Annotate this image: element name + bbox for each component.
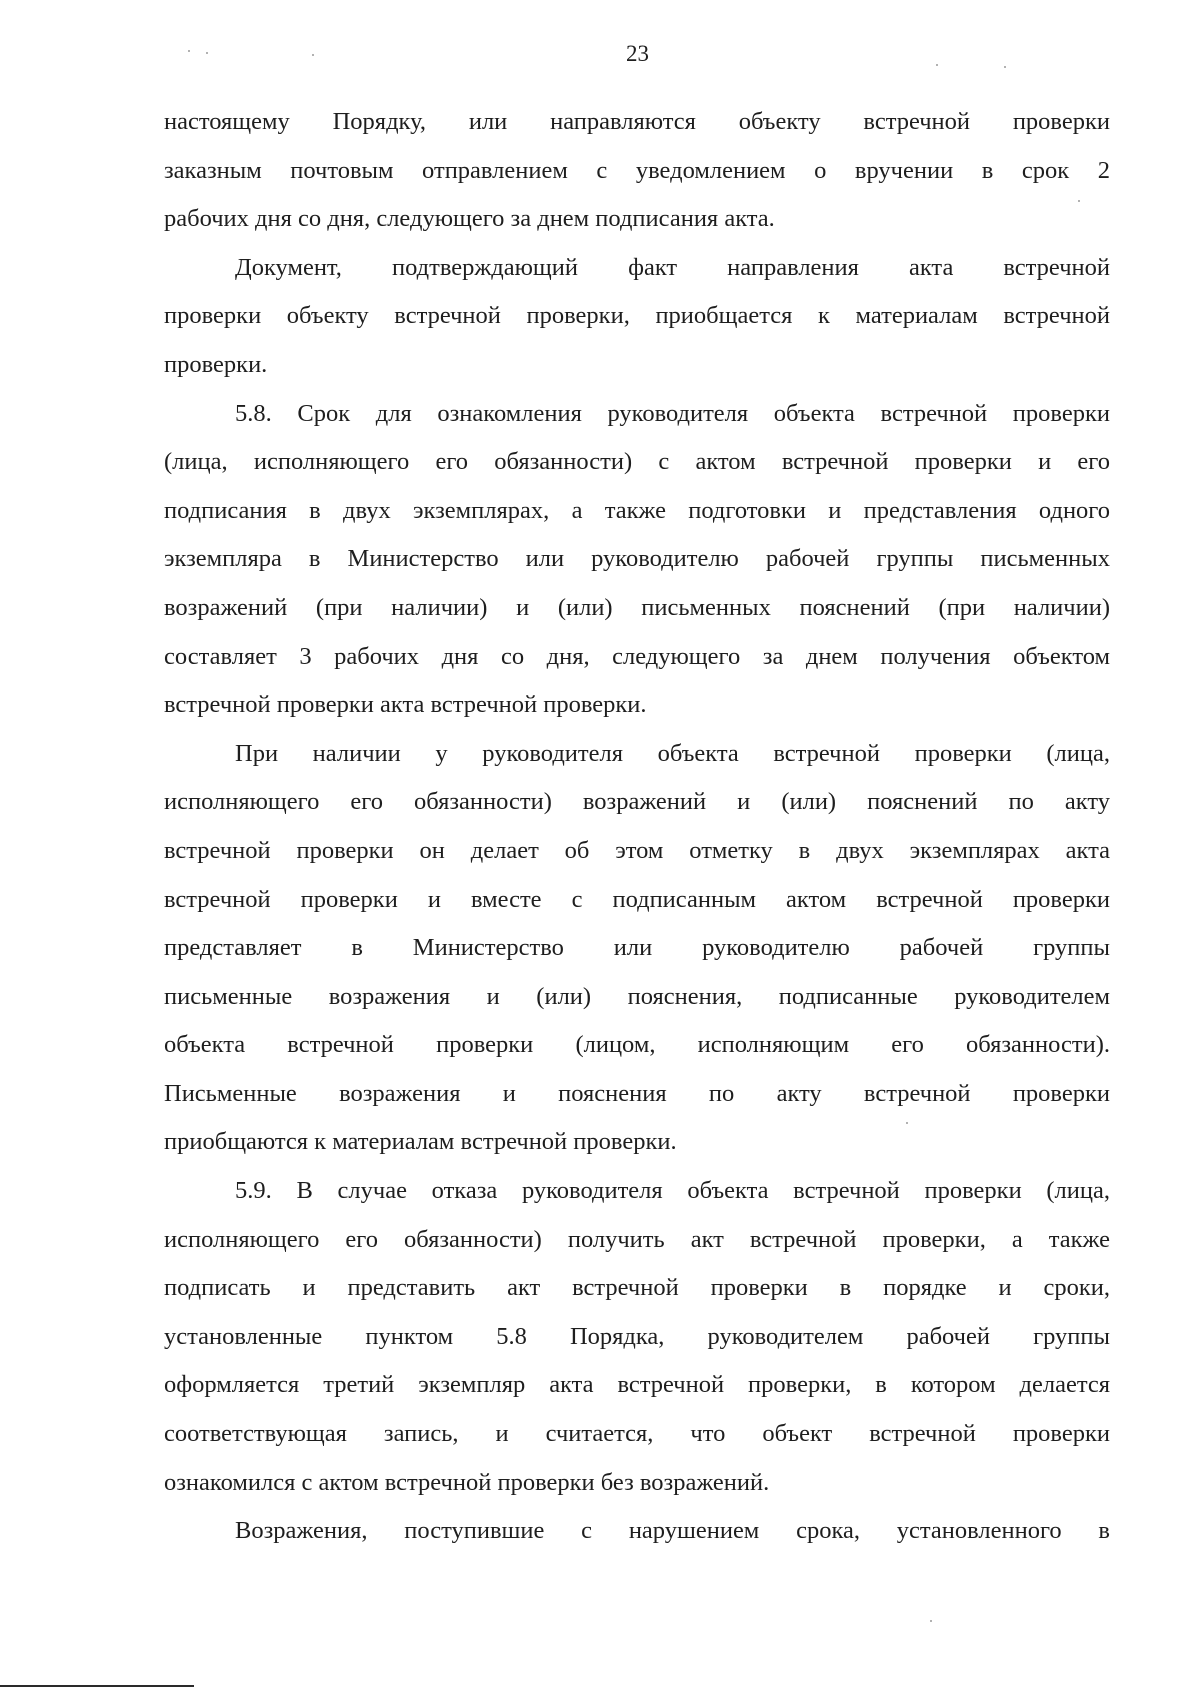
paragraph	[164, 1507, 1110, 1556]
text-line: установленные пунктом 5.8 Порядка, руководителем рабочей группы	[164, 1322, 1110, 1350]
page-number: 23	[626, 41, 649, 66]
scan-speck	[1078, 200, 1080, 202]
text-line: письменные возражения и (или) пояснения, подписанные руководителем	[164, 982, 1110, 1010]
paragraph	[164, 1167, 1110, 1507]
scan-speck	[906, 1122, 908, 1124]
text-line: настоящему Порядку, или направляются объекту встречной проверки	[164, 108, 1110, 135]
footnote-separator-rule	[0, 1685, 194, 1687]
text-line: Документ, подтверждающий факт направления акта встречной	[235, 253, 1110, 281]
paragraph	[164, 244, 1110, 390]
paragraph	[164, 98, 1110, 244]
text-line: При наличии у руководителя объекта встречной проверки (лица,	[235, 739, 1110, 767]
paragraph	[164, 730, 1110, 1167]
text-line: проверки объекту встречной проверки, приобщается к материалам встречной	[164, 302, 1110, 330]
text-line: Письменные возражения и пояснения по акту встречной проверки	[164, 1079, 1110, 1107]
text-line: Возражения, поступившие с нарушением срока, установленного в	[235, 1517, 1110, 1545]
paragraph	[164, 390, 1110, 730]
text-line: составляет 3 рабочих дня со дня, следующего за днем получения объектом	[164, 642, 1110, 670]
text-line: экземпляра в Министерство или руководителю рабочей группы письменных	[164, 545, 1110, 573]
text-line: приобщаются к материалам встречной проверки.	[164, 1128, 677, 1156]
scan-speck	[206, 52, 208, 54]
text-line: ознакомился с актом встречной проверки без возражений.	[164, 1468, 770, 1496]
text-line: подписать и представить акт встречной проверки в порядке и сроки,	[164, 1274, 1110, 1302]
scan-speck	[188, 50, 190, 52]
page-body	[164, 98, 1110, 1556]
text-line: исполняющего его обязанности) получить акт встречной проверки, а также	[164, 1225, 1110, 1253]
text-line: встречной проверки он делает об этом отметку в двух экземплярах акта	[164, 836, 1110, 864]
text-line: представляет в Министерство или руководителю рабочей группы	[164, 934, 1110, 962]
text-line: 5.8. Срок для ознакомления руководителя объекта встречной проверки	[235, 399, 1110, 427]
text-line: проверки.	[164, 350, 268, 378]
scan-speck	[936, 64, 938, 66]
text-line: рабочих дня со дня, следующего за днем подписания акта.	[164, 205, 775, 233]
scan-speck	[930, 1620, 932, 1622]
text-line: соответствующая запись, и считается, что объект встречной проверки	[164, 1420, 1110, 1448]
text-line: оформляется третий экземпляр акта встречной проверки, в котором делается	[164, 1371, 1110, 1399]
scan-speck	[1004, 66, 1006, 68]
text-line: встречной проверки акта встречной проверки.	[164, 691, 647, 719]
text-line: заказным почтовым отправлением с уведомлением о вручении в срок 2	[164, 156, 1110, 184]
text-line: объекта встречной проверки (лицом, исполняющим его обязанности).	[164, 1031, 1110, 1059]
text-line: подписания в двух экземплярах, а также подготовки и представления одного	[164, 496, 1110, 524]
scan-speck	[312, 54, 314, 56]
text-line: (лица, исполняющего его обязанности) с актом встречной проверки и его	[164, 448, 1110, 476]
text-line: исполняющего его обязанности) возражений и (или) пояснений по акту	[164, 788, 1110, 816]
text-line: 5.9. В случае отказа руководителя объекта встречной проверки (лица,	[235, 1177, 1110, 1205]
text-line: встречной проверки и вместе с подписанным актом встречной проверки	[164, 885, 1110, 913]
text-line: возражений (при наличии) и (или) письменных пояснений (при наличии)	[164, 593, 1110, 621]
